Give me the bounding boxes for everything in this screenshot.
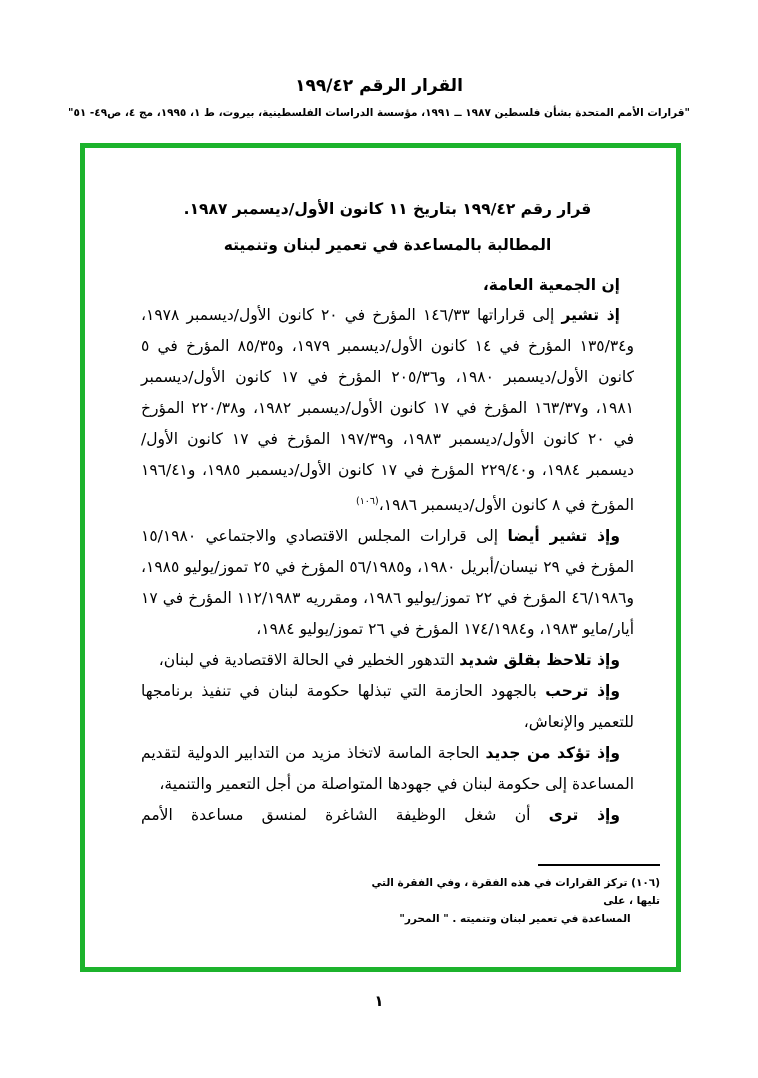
paragraph-lead: إذ تشير — [561, 306, 620, 324]
preamble-opening: إن الجمعية العامة، — [482, 276, 620, 294]
footnote-text-line1: (١٠٦) تركز القرارات في هذه الفقرة ، وفي الفقرة التي تليها ، على — [371, 877, 660, 907]
footnote — [370, 864, 660, 928]
paragraph-text: بالجهود الحازمة التي تبذلها حكومة لبنان في تنفيذ برنامجها للتعمير والإنعاش، — [141, 682, 634, 731]
preamble-paragraph — [141, 300, 634, 521]
resolution-body — [141, 196, 634, 831]
source-citation: "قرارات الأمم المتحدة بشأن فلسطين ١٩٨٧ ــ ١٩٩١، مؤسسة الدراسات الفلسطينية، بيروت، ط ١، ١٩٩٥، مج ٤، ص٤٩- ٥١" — [67, 107, 691, 119]
preamble-paragraph — [141, 645, 634, 676]
paragraph-text: الحاجة الماسة لاتخاذ مزيد من التدابير الدولية لتقديم المساعدة إلى حكومة لبنان في جهودها المتواصلة من أجل التعمير والتنمية، — [141, 744, 634, 793]
paragraph-text: إلى قراراتها ١٤٦/٣٣ المؤرخ في ٢٠ كانون الأول/ديسمبر ١٩٧٨، و١٣٥/٣٤ المؤرخ في ١٤ كانون الأول/ديسمبر ١٩٧٩، و٨٥/٣٥ المؤرخ في ٥ كانون الأول/ديسمبر ١٩٨٠، و٢٠٥/٣٦ المؤرخ في ١٧ كانون الأول/ديسمبر ١٩٨١، و١٦٣/٣٧ المؤرخ في ١٧ كانون الأول/ديسمبر ١٩٨٢، و٢٢٠/٣٨ المؤرخ في ٢٠ كانون الأول/ديسمبر ١٩٨٣، و١٩٧/٣٩ المؤرخ في ١٧ كانون الأول/ديسمبر ١٩٨٤، و٢٢٩/٤٠ المؤرخ في ١٧ كانون الأول/ديسمبر ١٩٨٥، و١٩٦/٤١ المؤرخ في ٨ كانون الأول/ديسمبر ١٩٨٦، — [141, 306, 635, 514]
paragraph-lead: وإذ تشير أيضا — [507, 527, 620, 545]
paragraph-lead: وإذ تلاحظ بقلق شديد — [459, 651, 620, 669]
page-number: ١ — [374, 992, 384, 1010]
paragraph-text: التدهور الخطير في الحالة الاقتصادية في لبنان، — [158, 651, 460, 669]
paragraph-lead: وإذ ترى — [548, 806, 620, 824]
highlight-border-box — [80, 143, 681, 972]
paragraph-text: إلى قرارات المجلس الاقتصادي والاجتماعي ١٥/١٩٨٠ المؤرخ في ٢٩ نيسان/أبريل ١٩٨٠، و٥٦/١٩٨٥ المؤرخ في ٢٥ تموز/يوليو ١٩٨٥، و٤٦/١٩٨٦ المؤرخ في ٢٢ تموز/يوليو ١٩٨٦، ومقرريه ١١٢/١٩٨٣ المؤرخ في ١٧ أيار/مايو ١٩٨٣، و١٧٤/١٩٨٤ المؤرخ في ٢٦ تموز/يوليو ١٩٨٤، — [141, 527, 634, 638]
resolution-heading: قرار رقم ١٩٩/٤٢ بتاريخ ١١ كانون الأول/ديسمبر ١٩٨٧. — [183, 200, 592, 218]
paragraph-lead: وإذ تؤكد من جديد — [485, 744, 620, 762]
resolution-subject: المطالبة بالمساعدة في تعمير لبنان وتنميته — [223, 236, 552, 254]
preamble-paragraph — [141, 676, 634, 738]
footnote-text-line2: المساعدة في تعمير لبنان وتنميته . " المحرر" — [399, 913, 631, 925]
preamble-paragraph — [141, 800, 634, 831]
footnote-reference: (١٠٦) — [355, 496, 379, 507]
paragraph-text: أن شغل الوظيفة الشاغرة لمنسق مساعدة الأمم — [141, 806, 549, 824]
preamble-paragraph — [141, 521, 634, 645]
preamble-paragraph — [141, 738, 634, 800]
footnote-separator — [538, 864, 660, 866]
document-title: القرار الرقم ١٩٩/٤٢ — [295, 76, 463, 96]
paragraph-lead: وإذ ترحب — [545, 682, 621, 700]
